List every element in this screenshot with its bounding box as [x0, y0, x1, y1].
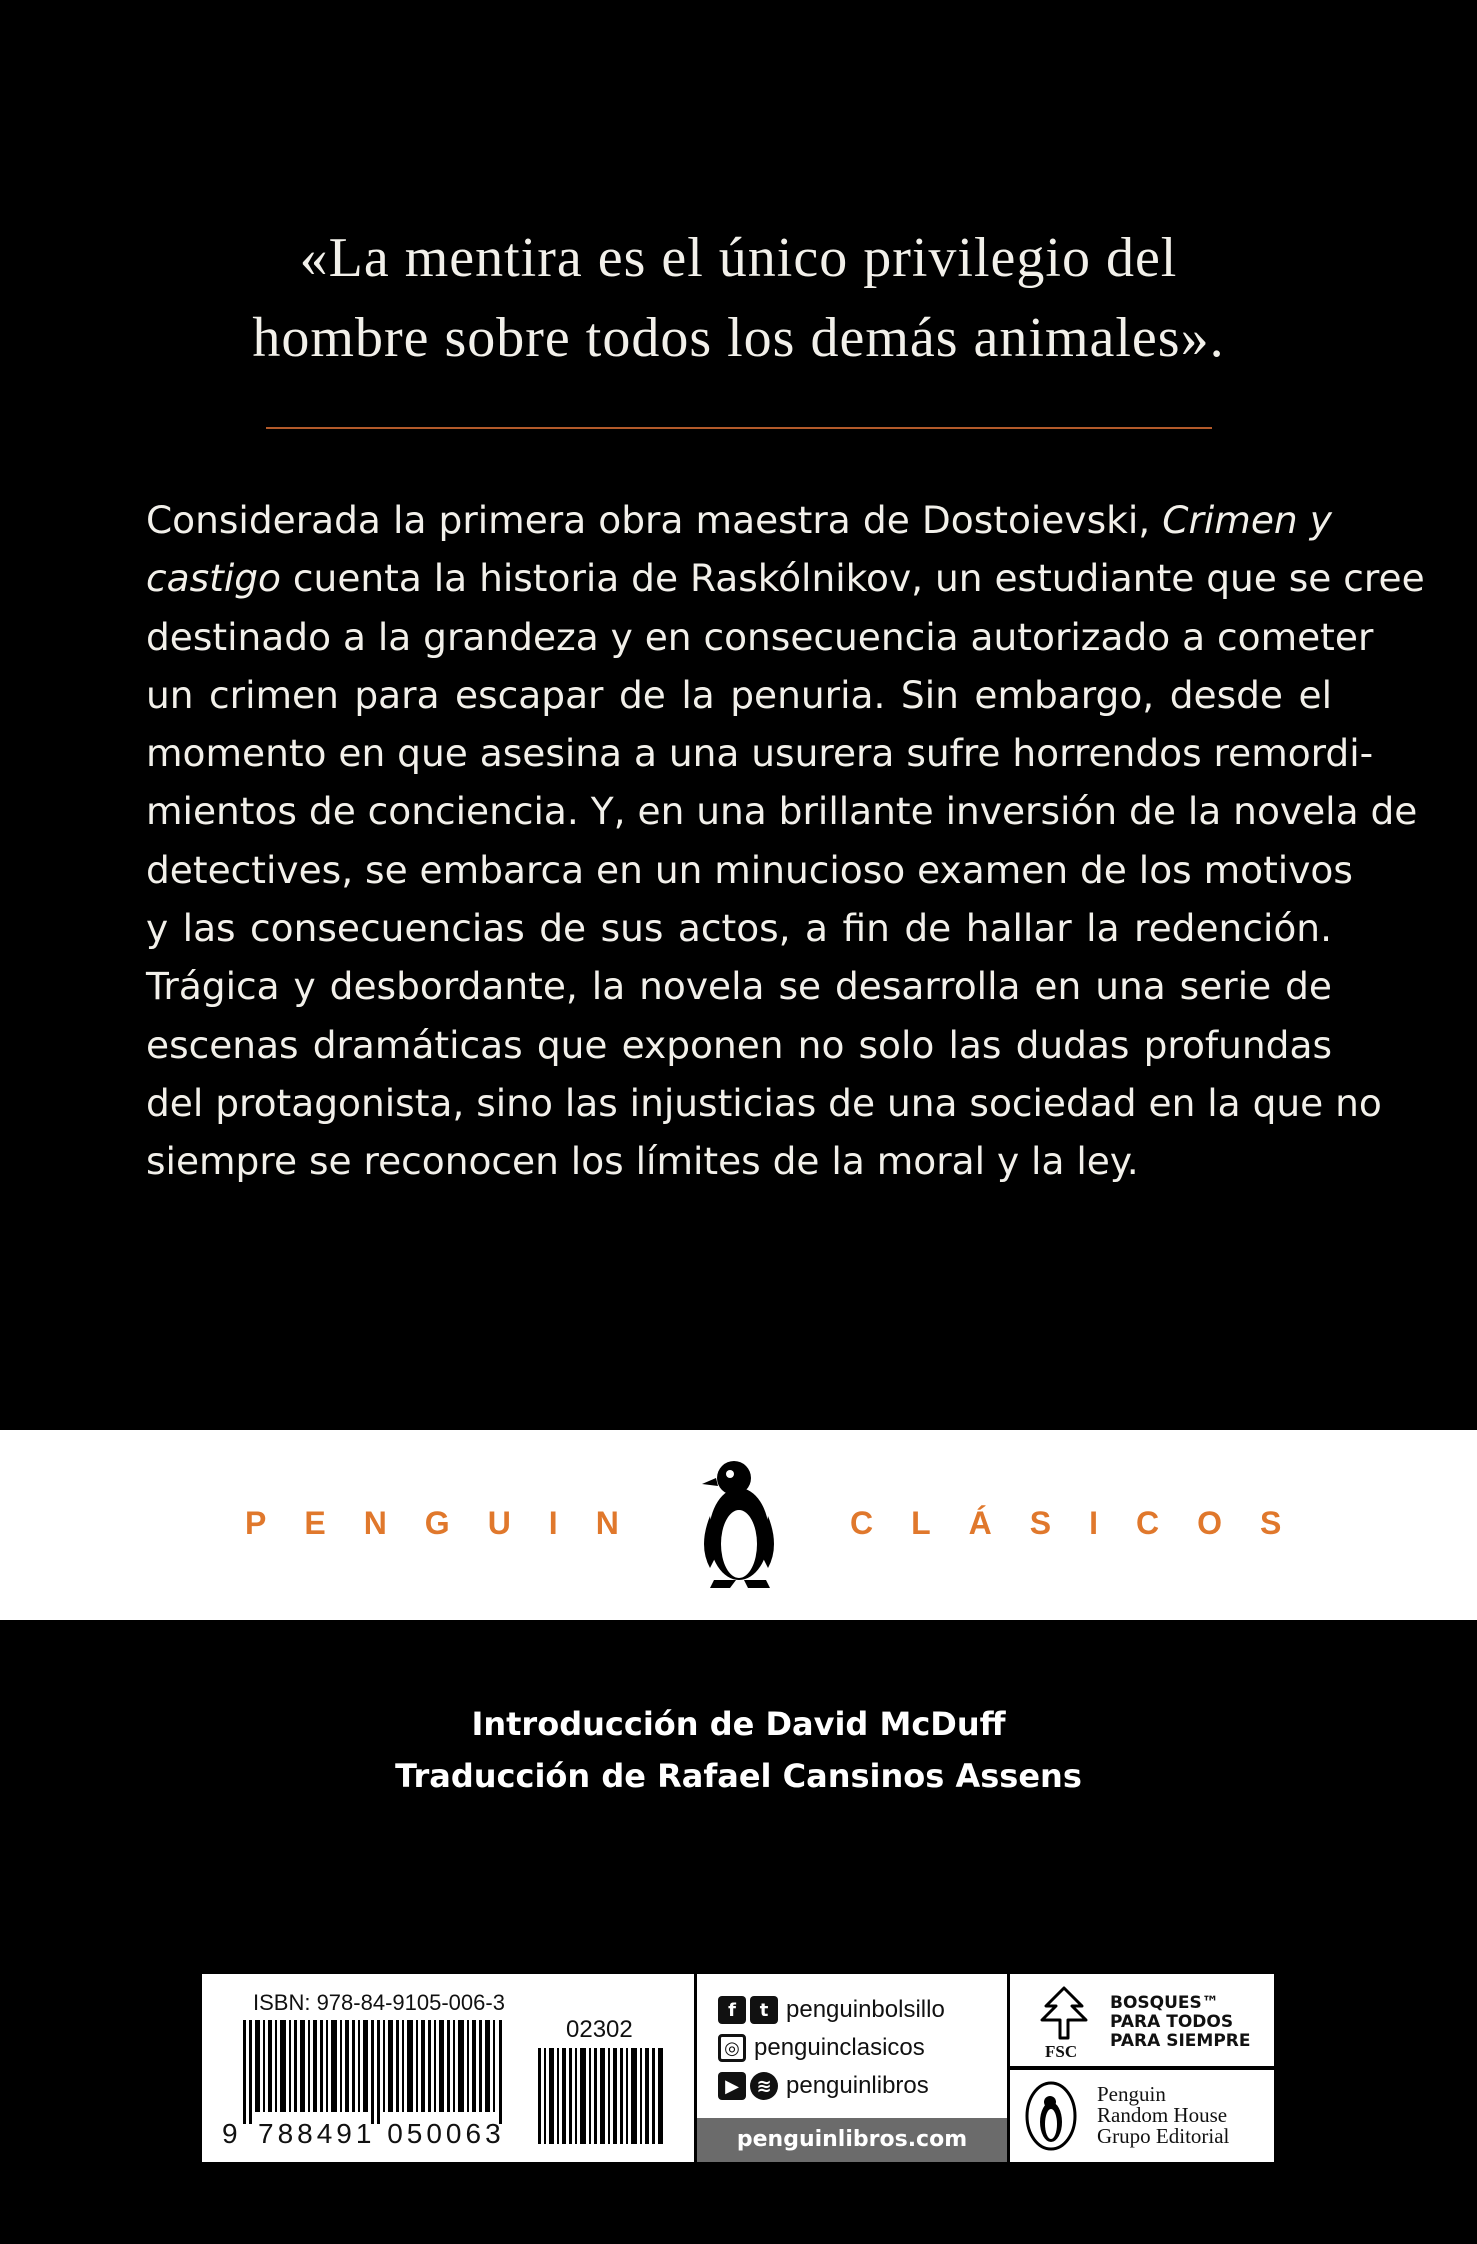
synopsis-line: mientos de conciencia. Y, en una brillante inversión de la novela de [146, 789, 1418, 834]
synopsis-line: escenas dramáticas que exponen no solo las dudas profundas [146, 1022, 1332, 1067]
synopsis-line: castigo cuenta la historia de Raskólnikov, un estudiante que se cree [146, 556, 1425, 601]
social-row-clasicos[interactable] [718, 2032, 925, 2064]
fsc-slogan: BOSQUES™ PARA TODOS PARA SIEMPRE [1110, 1993, 1251, 2051]
penguin-icon [696, 1456, 782, 1591]
website-link[interactable]: penguinlibros.com [697, 2118, 1007, 2162]
synopsis-line: detectives, se embarca en un minucioso examen de los motivos [146, 847, 1353, 892]
barcode-first-digit: 9 [222, 2118, 238, 2149]
penguin-random-house-logo-icon [1024, 2080, 1078, 2152]
synopsis-line: destinado a la grandeza y en consecuencia autorizado a cometer [146, 614, 1374, 659]
divider-rule [266, 427, 1212, 429]
credit-introduction: Introducción de David McDuff [471, 1705, 1006, 1743]
fsc-label: FSC [1045, 2042, 1078, 2061]
social-row-bolsillo[interactable] [718, 1994, 945, 2026]
fsc-tree-icon [1038, 1986, 1090, 2040]
social-handle: penguinbolsillo [786, 1996, 945, 2023]
quote-line-1: «La mentira es el único privilegio del [299, 227, 1178, 289]
twitter-icon: t [750, 1996, 778, 2024]
credit-translation: Traducción de Rafael Cansinos Assens [395, 1757, 1082, 1795]
spotify-icon: ≋ [750, 2072, 778, 2100]
book-title-italic: Crimen y [1162, 498, 1332, 542]
synopsis [146, 491, 1425, 1191]
barcode-addon-number: 02302 [566, 2016, 633, 2043]
synopsis-line: Trágica y desbordante, la novela se desarrolla en una serie de [146, 964, 1332, 1009]
youtube-icon: ▶ [718, 2072, 746, 2100]
publisher-name: Penguin Random House Grupo Editorial [1097, 2082, 1230, 2148]
credits [0, 1698, 1477, 1802]
quote-line-2: hombre sobre todos los demás animales». [252, 307, 1225, 369]
series-name-penguin: PENGUIN [245, 1505, 657, 1541]
synopsis-line: un crimen para escapar de la penuria. Sin embargo, desde el [146, 672, 1332, 717]
instagram-icon: ◎ [718, 2034, 746, 2062]
addon-barcode [538, 2048, 666, 2144]
back-cover-quote [120, 218, 1357, 378]
barcode-digits: 788491 050063 [258, 2118, 505, 2149]
social-row-libros[interactable] [718, 2070, 929, 2102]
synopsis-line: siempre se reconocen los límites de la moral y la ley. [146, 1139, 1139, 1184]
isbn-barcode [243, 2020, 505, 2124]
series-name-clasicos: CLÁSICOS [850, 1505, 1320, 1541]
synopsis-line: Considerada la primera obra maestra de Dostoievski, Crimen y [146, 498, 1332, 542]
synopsis-line: momento en que asesina a una usurera sufre horrendos remordi- [146, 731, 1374, 776]
book-title-italic: castigo [146, 556, 282, 601]
social-handle: penguinlibros [786, 2072, 929, 2099]
facebook-icon: f [718, 1996, 746, 2024]
social-handle: penguinclasicos [754, 2034, 925, 2061]
synopsis-line: del protagonista, sino las injusticias de una sociedad en la que no [146, 1080, 1382, 1125]
isbn-label: ISBN: 978-84-9105-006-3 [253, 1990, 505, 2015]
synopsis-line: y las consecuencias de sus actos, a fin de hallar la redención. [146, 906, 1332, 951]
